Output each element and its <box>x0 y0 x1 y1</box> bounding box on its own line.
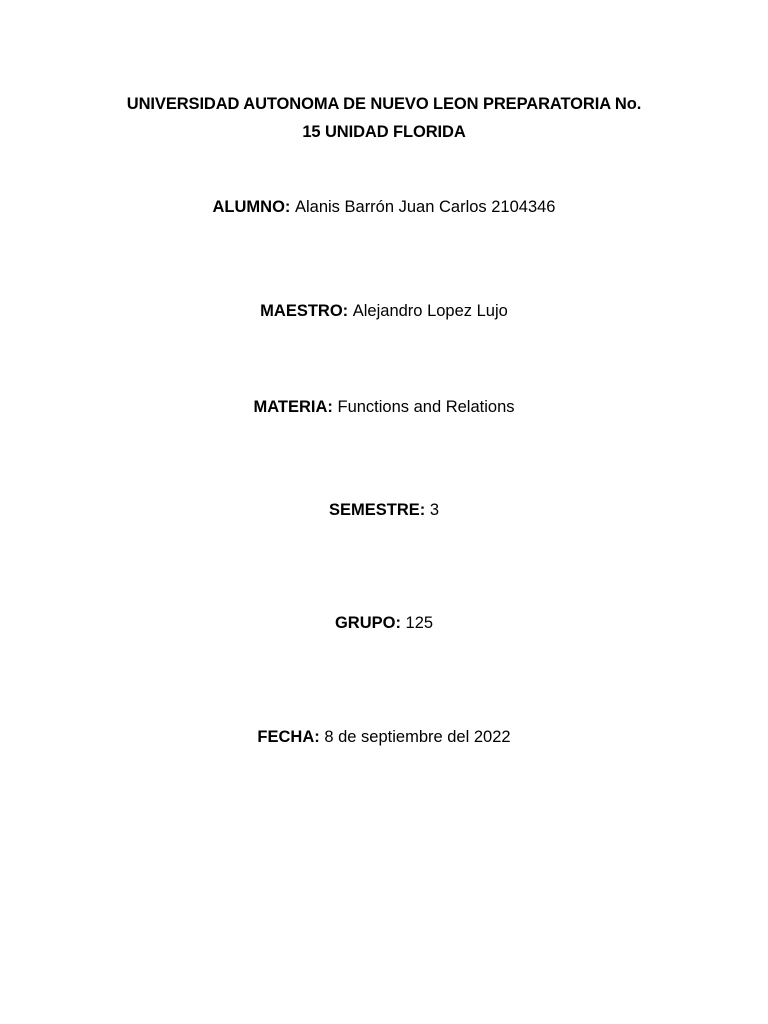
document-title <box>60 90 708 146</box>
alumno-field <box>0 196 768 218</box>
title-line-2: 15 UNIDAD FLORIDA <box>302 123 466 141</box>
grupo-field <box>0 612 768 634</box>
grupo-value: 125 <box>405 614 434 632</box>
title-line-1: UNIVERSIDAD AUTONOMA DE NUEVO LEON PREPARATORIA No. <box>126 95 642 113</box>
alumno-label: ALUMNO: <box>212 198 295 216</box>
materia-label: MATERIA: <box>253 398 338 416</box>
semestre-value: 3 <box>429 501 440 519</box>
maestro-field <box>0 300 768 322</box>
alumno-value: Alanis Barrón Juan Carlos 2104346 <box>294 198 556 216</box>
maestro-label: MAESTRO: <box>260 302 353 320</box>
maestro-value: Alejandro Lopez Lujo <box>352 302 508 320</box>
materia-field <box>0 396 768 418</box>
semestre-label: SEMESTRE: <box>328 501 430 519</box>
materia-value: Functions and Relations <box>337 398 515 416</box>
semestre-field <box>0 499 768 521</box>
fecha-field <box>0 726 768 748</box>
fecha-value: 8 de septiembre del 2022 <box>324 728 511 746</box>
fecha-label: FECHA: <box>257 728 325 746</box>
grupo-label: GRUPO: <box>334 614 406 632</box>
